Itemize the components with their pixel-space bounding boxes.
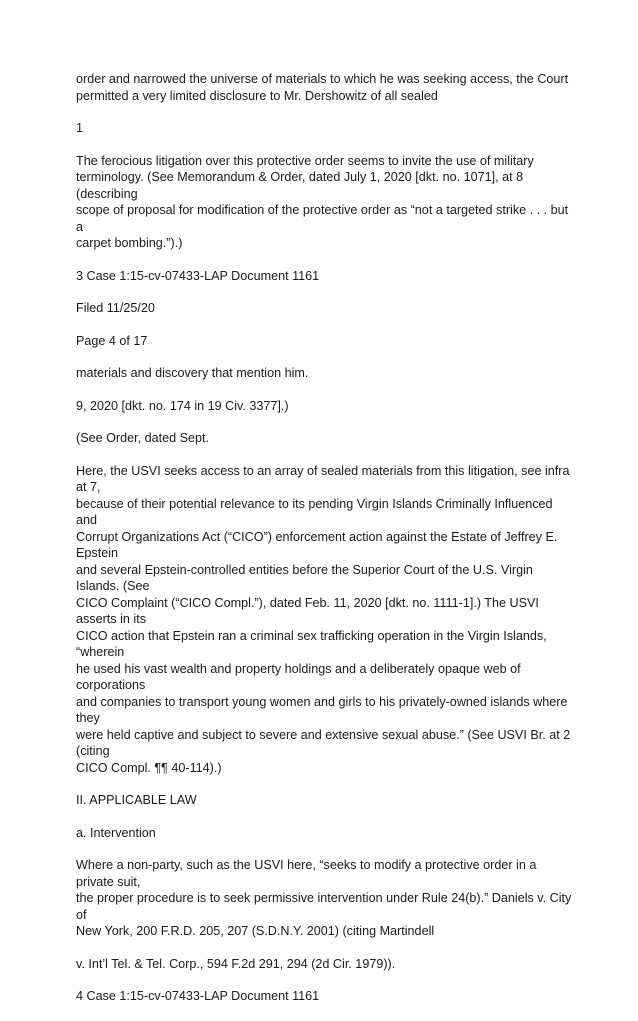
footnote-marker: 1 bbox=[76, 121, 84, 135]
paragraph-usvi: Here, the USVI seeks access to an array of sealed materials from this litigation, see infra at 7, because of their potential relevance to its pending Virgin Islands Criminally Influenced and Corrupt Organizations Act (“CICO”) enforcement action against the Estate of Jeffrey E. Epstein and several Epstein-controlled entities before the Superior Court of the U.S. Virgin Islands. (See CICO Complaint (“CICO Compl.”), dated Feb. 11, 2020 [dkt. no. 1111-1].) The USVI asserts in its CICO action that Epstein ran a criminal sex trafficking operation in the Virgin Islands, “wherein he used his vast wealth and property holdings and a deliberately opaque web of corporations and companies to transport young women and girls to his privately-owned islands where they were held captive and subject to severe and extensive sexual abuse.” (See USVI Br. at 2 (citing CICO Compl. ¶¶ 40-114).) bbox=[76, 463, 571, 775]
subsection-heading: a. Intervention bbox=[76, 825, 156, 840]
page-header-case: 4 Case 1:15-cv-07433-LAP Document 1161 bbox=[76, 989, 320, 1003]
paragraph-fragment: 9, 2020 [dkt. no. 174 in 19 Civ. 3377].) bbox=[76, 398, 289, 413]
paragraph-fragment: (See Order, dated Sept. bbox=[76, 431, 210, 445]
page-header-case: 3 Case 1:15-cv-07433-LAP Document 1161 bbox=[76, 268, 320, 283]
page-header-filed: Filed 11/25/20 bbox=[76, 301, 155, 315]
paragraph-continuation: order and narrowed the universe of materials to which he was seeking access, the Court permitted a very limited disclosure to Mr. Dershowitz of all sealed bbox=[76, 72, 569, 103]
document-body bbox=[76, 71, 572, 1021]
paragraph-fragment: materials and discovery that mention him. bbox=[76, 366, 309, 380]
page-header-page-number: Page 4 of 17 bbox=[76, 333, 148, 348]
section-heading: II. APPLICABLE LAW bbox=[76, 793, 197, 807]
footnote-text: The ferocious litigation over this protective order seems to invite the use of military terminology. (See Memorandum & Order, dated July 1, 2020 [dkt. no. 1071], at 8 (describing scope of proposal for modification of the protective order as “not a targeted strike . . . but a carpet bombing.”).) bbox=[76, 153, 569, 250]
paragraph-intervention: Where a non-party, such as the USVI here, “seeks to modify a protective order in a private suit, the proper procedure is to seek permissive intervention under Rule 24(b).” Daniels v. City of New York, 200 F.R.D. 205, 207 (S.D.N.Y. 2001) (citing Martindell bbox=[76, 858, 572, 938]
paragraph-citation: v. Int’l Tel. & Tel. Corp., 594 F.2d 291, 294 (2d Cir. 1979)). bbox=[76, 956, 396, 971]
